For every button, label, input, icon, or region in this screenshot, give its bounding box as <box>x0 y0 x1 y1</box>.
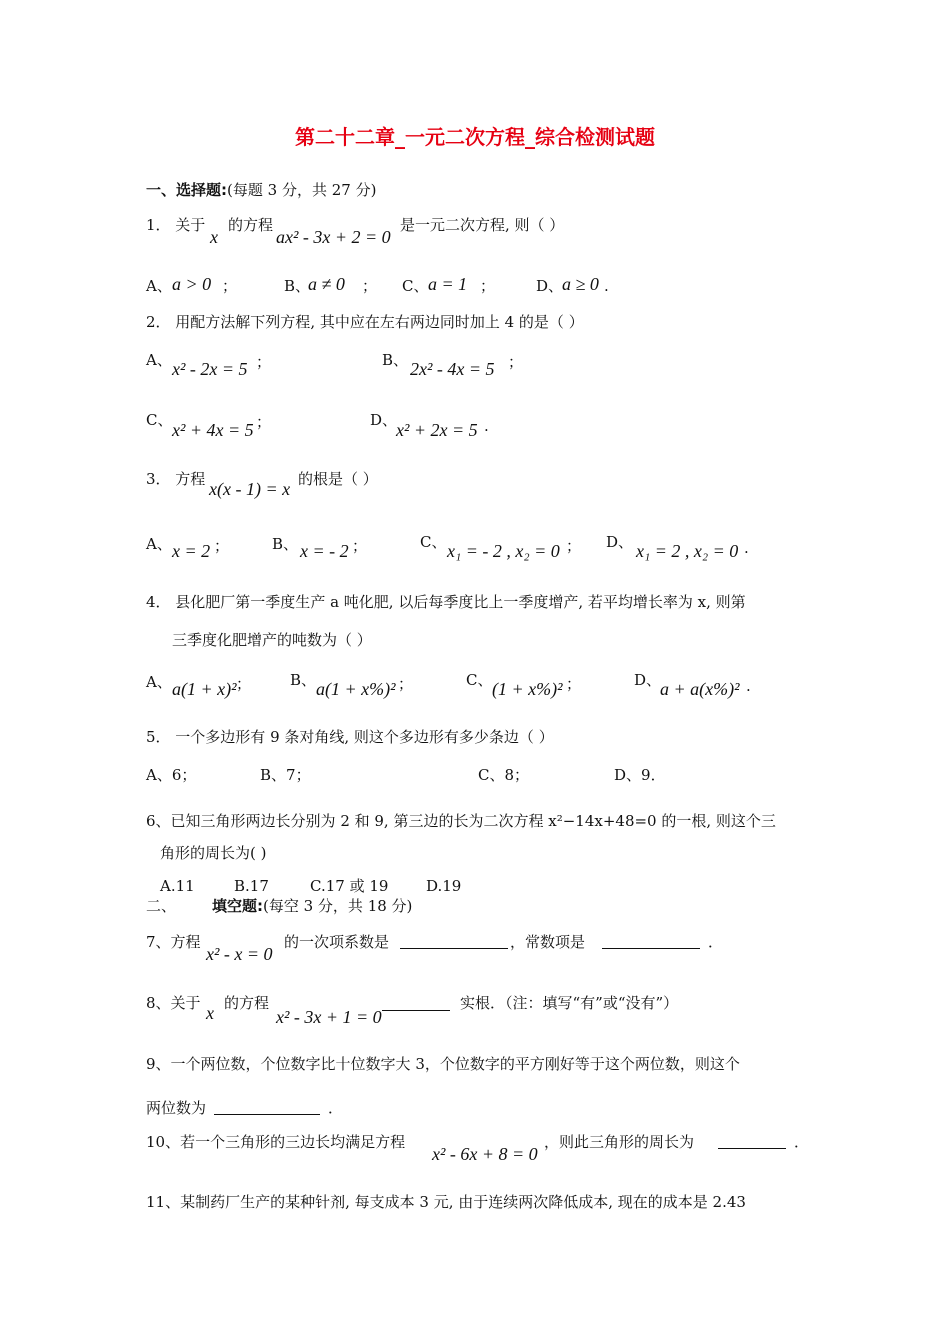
q4-option-a: a(1 + x)² <box>172 679 237 699</box>
q8-suffix: 实根．（注：填写“有”或“没有”） <box>460 994 679 1012</box>
q4-option-d-end: . <box>746 677 751 695</box>
q6-line-2: 角形的周长为( ) <box>160 844 267 862</box>
q7-end: ． <box>708 933 724 951</box>
q4-line-2: 三季度化肥增产的吨数为（ ） <box>172 631 372 649</box>
q3-equation: x(x - 1) = x <box>209 479 291 499</box>
q4-option-a-label: A、 <box>146 673 172 691</box>
q9-blank <box>214 1114 320 1115</box>
q2-option-c-label: C、 <box>146 411 173 429</box>
q7-blank-2 <box>602 948 700 949</box>
q1-option-b: a ≠ 0 <box>308 274 345 294</box>
q8-prefix: 8、关于 <box>146 994 201 1012</box>
q1-option-c-label: C、 <box>402 277 429 295</box>
q8-blank <box>382 1010 450 1011</box>
q4-option-d: a + a(x%)² <box>660 679 740 699</box>
q4-option-b-end: ； <box>398 675 414 693</box>
q2-option-d-end: . <box>484 417 489 435</box>
q2-option-a: x² - 2x = 5 <box>172 359 248 379</box>
q3-option-d: x₁ = 2 , x₂ = 0 <box>636 541 739 561</box>
q6-option-d: D.19 <box>426 877 462 895</box>
q2-option-a-end: ； <box>256 353 272 371</box>
q2-option-b: 2x² - 4x = 5 <box>410 359 495 379</box>
q10-mid: ，则此三角形的周长为 <box>544 1133 695 1151</box>
q1-equation: ax² - 3x + 2 = 0 <box>276 227 391 247</box>
q1-option-d-end: . <box>604 277 609 295</box>
q4-option-c-label: C、 <box>466 671 493 689</box>
q4-line-1: 4． 县化肥厂第一季度生产 a 吨化肥, 以后每季度比上一季度增产, 若平均增长率为 x, 则第 <box>146 593 746 611</box>
section-1-heading <box>146 180 376 200</box>
q6-option-c: C.17 或 19 <box>310 877 389 895</box>
q1-option-c-end: ； <box>480 277 496 295</box>
q8-equation: x² - 3x + 1 = 0 <box>276 1007 382 1027</box>
q2-option-d: x² + 2x = 5 <box>396 420 478 440</box>
section-1-number: 一、 <box>146 181 177 199</box>
q1-suffix: 是一元二次方程, 则（ ） <box>400 216 565 234</box>
q1-var: x <box>210 227 218 247</box>
q5-option-c: C、8； <box>478 766 530 784</box>
q2-option-c-end: ； <box>256 413 272 431</box>
q1-option-a: a > 0 <box>172 274 212 294</box>
q3-option-b-end: ； <box>352 537 368 555</box>
q11-text: 11、某制药厂生产的某种针剂, 每支成本 3 元, 由于连续两次降低成本, 现在的成本是 2.43 <box>146 1193 746 1211</box>
q5-option-b: B、7； <box>260 766 311 784</box>
q4-option-b: a(1 + x%)² <box>316 679 396 699</box>
q3-prefix: 3． 方程 <box>146 470 206 488</box>
q4-option-d-label: D、 <box>634 671 662 689</box>
q3-option-c-end: ； <box>566 537 582 555</box>
q1-mid: 的方程 <box>228 216 274 234</box>
q1-option-d: a ≥ 0 <box>562 274 599 294</box>
q3-option-a-end: ； <box>214 537 230 555</box>
section-2-number: 二、 <box>146 897 177 915</box>
q1-option-d-label: D、 <box>536 277 564 295</box>
q2-option-b-label: B、 <box>382 351 409 369</box>
q2-option-b-end: ； <box>508 353 524 371</box>
q7-prefix: 7、方程 <box>146 933 201 951</box>
q7-equation: x² - x = 0 <box>206 944 273 964</box>
q9-line-1: 9、一个两位数，个位数字比十位数字大 3，个位数字的平方刚好等于这个两位数，则这个 <box>146 1055 740 1073</box>
q3-option-d-end: . <box>744 539 749 557</box>
section-1-name: 选择题: <box>176 181 228 199</box>
section-1-note: (每题 3 分，共 27 分) <box>227 181 377 199</box>
q10-blank <box>718 1148 786 1149</box>
q10-prefix: 10、若一个三角形的三边长均满足方程 <box>146 1133 406 1151</box>
q4-option-c: (1 + x%)² <box>492 679 563 699</box>
q5-option-a: A、6； <box>146 766 197 784</box>
q2-option-d-label: D、 <box>370 411 398 429</box>
q3-option-a-label: A、 <box>146 535 172 553</box>
q7-mid: 的一次项系数是 <box>284 933 390 951</box>
q9-line-2: 两位数为 <box>146 1099 207 1117</box>
document-title: 第二十二章_一元二次方程_综合检测试题 <box>295 125 655 149</box>
q6-option-a: A.11 <box>160 877 195 895</box>
q4-option-c-end: ； <box>566 675 582 693</box>
q1-option-b-end: ； <box>362 277 378 295</box>
q1-option-a-end: ； <box>222 277 238 295</box>
q1-prefix: 1． 关于 <box>146 216 206 234</box>
q10-equation: x² - 6x + 8 = 0 <box>432 1144 538 1164</box>
q10-end: ． <box>794 1133 810 1151</box>
q3-option-b: x = - 2 <box>300 541 349 561</box>
section-2-note: (每空 3 分，共 18 分) <box>263 897 413 915</box>
q5-text: 5． 一个多边形有 9 条对角线, 则这个多边形有多少条边（ ） <box>146 728 554 746</box>
q3-option-c: x₁ = - 2 , x₂ = 0 <box>447 541 560 561</box>
q2-option-a-label: A、 <box>146 351 172 369</box>
q3-suffix: 的根是（ ） <box>298 470 378 488</box>
q7-blank-1 <box>400 948 508 949</box>
q3-option-b-label: B、 <box>272 535 299 553</box>
q9-end: ． <box>328 1099 344 1117</box>
q1-option-a-label: A、 <box>146 277 172 295</box>
q1-option-b-label: B、 <box>284 277 311 295</box>
q7-mid-2: ，常数项是 <box>510 933 586 951</box>
q5-option-d: D、9． <box>614 766 666 784</box>
q1-option-c: a = 1 <box>428 274 468 294</box>
q2-text: 2． 用配方法解下列方程, 其中应在左右两边同时加上 4 的是（ ） <box>146 313 584 331</box>
q6-option-b: B.17 <box>234 877 269 895</box>
q3-option-a: x = 2 <box>172 541 211 561</box>
q3-option-c-label: C、 <box>420 533 447 551</box>
q2-option-c: x² + 4x = 5 <box>172 420 254 440</box>
q4-option-a-end: ； <box>236 675 252 693</box>
section-2-name: 填空题: <box>212 897 263 915</box>
q4-option-b-label: B、 <box>290 671 317 689</box>
q6-line-1: 6、已知三角形两边长分别为 2 和 9, 第三边的长为二次方程 x²−14x+48=0 的一根, 则这个三 <box>146 812 776 830</box>
q3-option-d-label: D、 <box>606 533 634 551</box>
section-2-heading <box>212 896 412 916</box>
q8-mid: 的方程 <box>224 994 270 1012</box>
q8-var: x <box>206 1003 214 1023</box>
